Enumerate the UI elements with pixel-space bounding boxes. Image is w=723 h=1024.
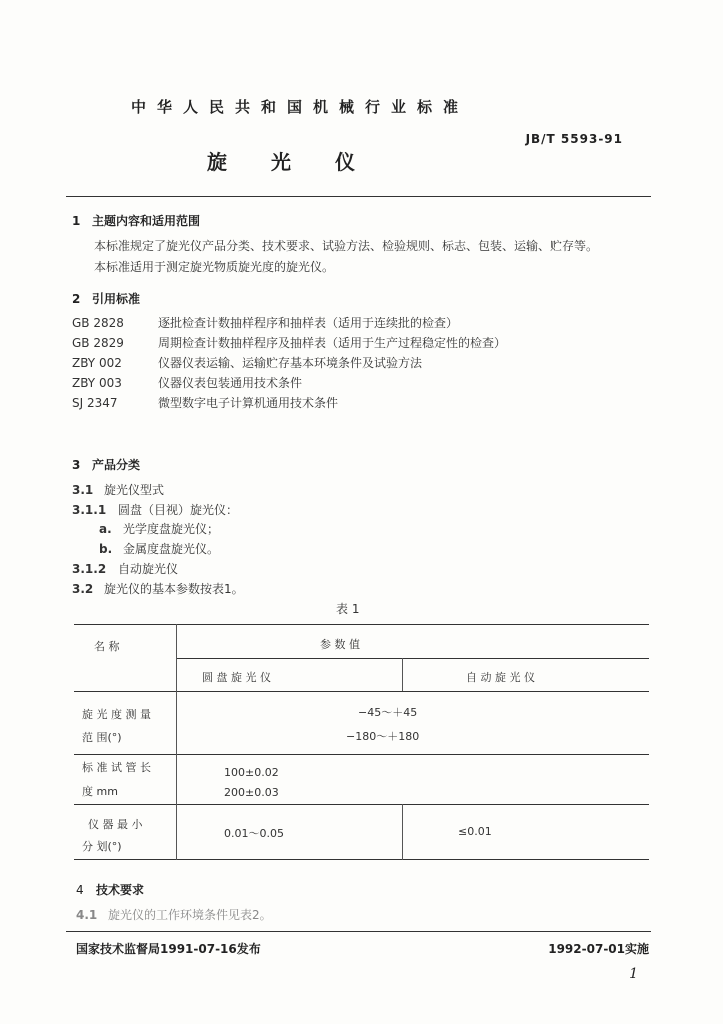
reference-item (72, 354, 422, 371)
reference-item (72, 334, 506, 351)
section-2-number: 2 (72, 292, 81, 306)
ministry-standard-heading: 中华人民共和国机械行业标准 (130, 98, 469, 116)
clause-number: 4.1 (76, 908, 98, 922)
row-label-min-division-unit: 分 划(°) (82, 840, 122, 853)
section-4-heading (76, 881, 144, 898)
clause-text: 旋光仪的工作环境条件见表2。 (108, 908, 272, 922)
section-4-number: 4 (76, 883, 84, 897)
clause-text: 旋光仪型式 (104, 483, 165, 497)
reference-title: 微型数字电子计算机通用技术条件 (158, 396, 339, 410)
reference-item (72, 374, 302, 391)
standard-code: JB/T 5593-91 (525, 132, 623, 146)
clause-text: 自动旋光仪 (118, 562, 179, 576)
tube-length-value-2: 200±0.03 (224, 786, 279, 799)
table-header-auto: 自 动 旋 光 仪 (466, 671, 535, 684)
row-label-rotation-range: 旋 光 度 测 量 (82, 708, 151, 721)
effective-date: 1992-07-01实施 (548, 942, 649, 956)
header-divider (66, 196, 651, 197)
list-item-a (99, 520, 219, 537)
table-caption: 表 1 (336, 602, 360, 616)
tube-length-value-1: 100±0.02 (224, 766, 279, 779)
reference-title: 仪器仪表运输、运输贮存基本环境条件及试验方法 (158, 356, 423, 370)
clause-number: 3.1.2 (72, 562, 107, 576)
reference-title: 逐批检查计数抽样程序和抽样表（适用于连续批的检查） (158, 316, 459, 330)
row-label-tube-length: 标 准 试 管 长 (82, 761, 151, 774)
section-1-paragraph-2: 本标准适用于测定旋光物质旋光度的旋光仪。 (94, 260, 335, 274)
document-title: 旋光仪 (207, 150, 399, 174)
list-item-b (99, 540, 219, 557)
section-3-heading (72, 456, 140, 473)
section-3-number: 3 (72, 458, 81, 472)
page-number: 1 (629, 966, 638, 982)
clause-number: 3.1.1 (72, 503, 107, 517)
section-4-title: 技术要求 (96, 883, 145, 897)
clause-text: 圆盘（目视）旋光仪： (118, 503, 239, 517)
section-1-title: 主题内容和适用范围 (92, 214, 201, 228)
section-1-number: 1 (72, 214, 81, 228)
issue-date: 国家技术监督局1991-07-16发布 (76, 942, 261, 956)
table-rule (74, 804, 649, 805)
table-rule (74, 754, 649, 755)
min-division-disc-value: 0.01～0.05 (224, 827, 284, 840)
table-rule (176, 658, 649, 659)
reference-item (72, 314, 458, 331)
table-header-params: 参 数 值 (320, 638, 360, 651)
clause-3-1 (72, 481, 164, 498)
section-1-heading (72, 212, 200, 229)
section-1-paragraph-1: 本标准规定了旋光仪产品分类、技术要求、试验方法、检验规则、标志、包装、运输、贮存等。 (94, 239, 599, 253)
table-header-disc: 圆 盘 旋 光 仪 (202, 671, 271, 684)
reference-code: GB 2828 (72, 316, 124, 330)
table-rule (74, 691, 649, 692)
clause-number: 3.1 (72, 483, 94, 497)
section-3-title: 产品分类 (92, 458, 141, 472)
row-label-tube-length-unit: 度 mm (82, 785, 118, 798)
table-rule (74, 624, 649, 625)
clause-3-1-1 (72, 501, 238, 518)
table-rule (402, 804, 403, 860)
table-rule (74, 859, 649, 860)
parameter-table (74, 624, 649, 860)
clause-4-1 (76, 906, 272, 923)
min-division-auto-value: ≤0.01 (458, 825, 492, 838)
reference-title: 仪器仪表包装通用技术条件 (158, 376, 303, 390)
section-2-heading (72, 290, 140, 307)
reference-code: ZBY 002 (72, 356, 122, 370)
footer-divider (66, 931, 651, 932)
reference-code: GB 2829 (72, 336, 124, 350)
list-marker: a. (99, 522, 112, 536)
row-label-rotation-range-unit: 范 围(°) (82, 731, 122, 744)
section-2-title: 引用标准 (92, 292, 141, 306)
row-label-min-division: 仪 器 最 小 (88, 818, 143, 831)
clause-number: 3.2 (72, 582, 94, 596)
reference-code: ZBY 003 (72, 376, 122, 390)
clause-text: 旋光仪的基本参数按表1。 (104, 582, 244, 596)
rotation-range-value-2: −180～＋180 (346, 730, 420, 743)
list-marker: b. (99, 542, 113, 556)
table-rule (402, 658, 403, 691)
clause-3-2 (72, 580, 244, 597)
reference-code: SJ 2347 (72, 396, 118, 410)
list-text: 光学度盘旋光仪； (123, 522, 220, 536)
clause-3-1-2 (72, 560, 178, 577)
list-text: 金属度盘旋光仪。 (123, 542, 220, 556)
table-header-name: 名 称 (94, 640, 120, 653)
reference-item (72, 394, 338, 411)
reference-title: 周期检查计数抽样程序及抽样表（适用于生产过程稳定性的检查） (158, 336, 507, 350)
rotation-range-value-1: −45～＋45 (358, 706, 418, 719)
table-rule (176, 624, 177, 860)
